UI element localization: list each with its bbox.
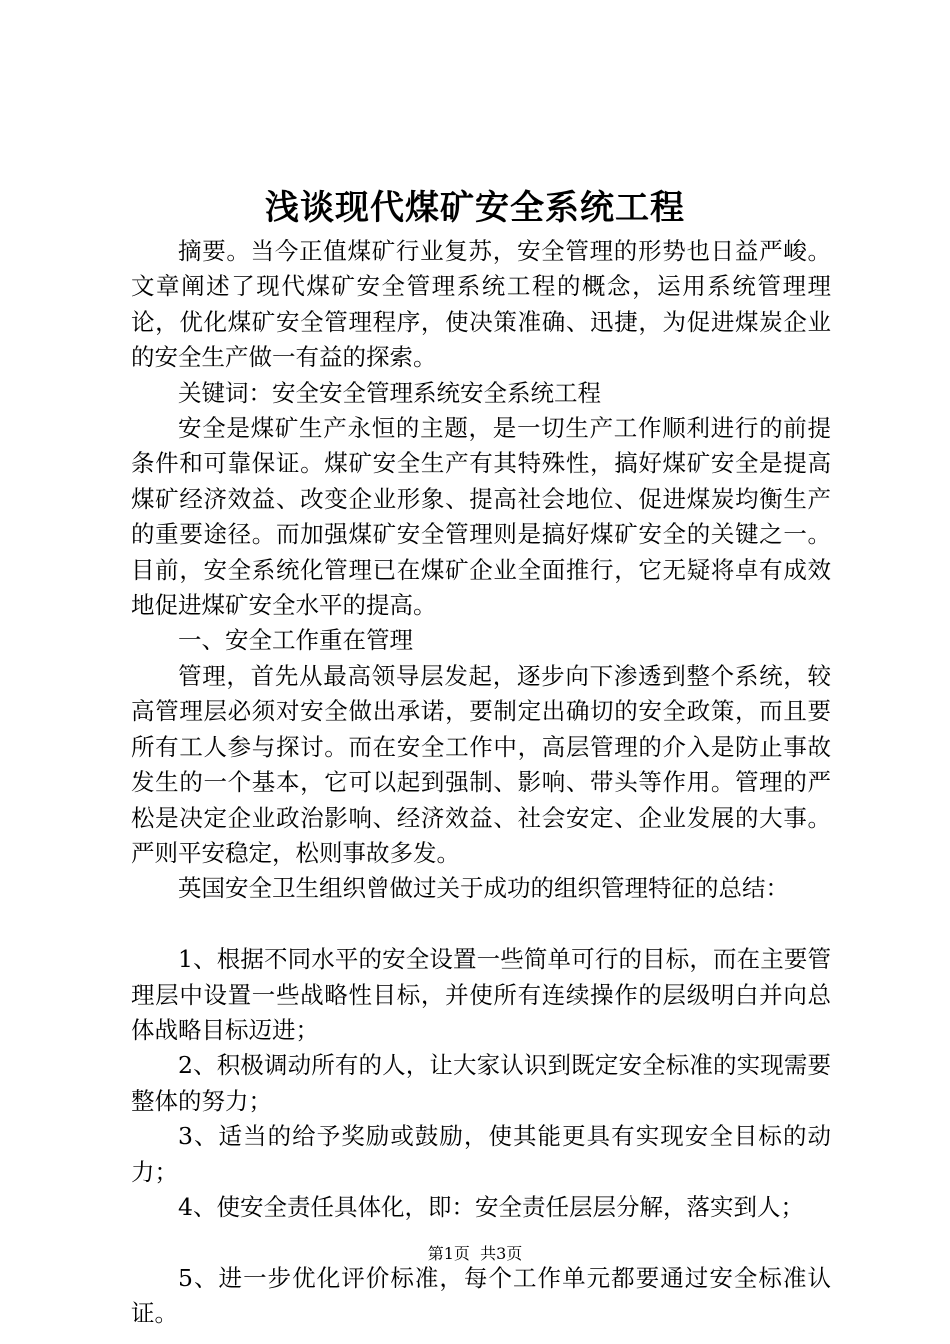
page-total: 共3页	[480, 1244, 523, 1263]
list-item-2: 2、积极调动所有的人，让大家认识到既定安全标准的实现需要整体的努力；	[131, 1051, 831, 1115]
page-number: 第1页	[427, 1244, 470, 1263]
summary-intro-paragraph: 英国安全卫生组织曾做过关于成功的组织管理特征的总结：	[178, 874, 789, 903]
list-item-4: 4、使安全责任具体化，即：安全责任层层分解，落实到人；	[178, 1192, 804, 1221]
document-title: 浅谈现代煤矿安全系统工程	[265, 188, 685, 228]
document-body	[131, 234, 831, 1332]
list-item-1: 1、根据不同水平的安全设置一些简单可行的目标，而在主要管理层中设置一些战略性目标，并使所有连续操作的层级明白并向总体战略目标迈进；	[131, 945, 831, 1044]
list-item-3: 3、适当的给予奖励或鼓励，使其能更具有实现安全目标的动力；	[131, 1122, 831, 1186]
blank-line	[131, 907, 831, 942]
list-item-5: 5、进一步优化评价标准，每个工作单元都要通过安全标准认证。	[131, 1263, 831, 1328]
section-heading: 一、安全工作重在管理	[178, 626, 413, 655]
intro-paragraph: 安全是煤矿生产永恒的主题，是一切生产工作顺利进行的前提条件和可靠保证。煤矿安全生产有其特殊性，搞好煤矿安全是提高煤矿经济效益、改变企业形象、提高社会地位、促进煤炭均衡生产的重要途径。而加强煤矿安全管理则是搞好煤矿安全的关键之一。目前，安全系统化管理已在煤矿企业全面推行，它无疑将卓有成效地促进煤矿安全水平的提高。	[131, 414, 831, 620]
keywords-paragraph: 关键词：安全安全管理系统安全系统工程	[178, 378, 601, 407]
management-paragraph: 管理，首先从最高领导层发起，逐步向下渗透到整个系统，较高管理层必须对安全做出承诺，要制定出确切的安全政策，而且要所有工人参与探讨。而在安全工作中，高层管理的介入是防止事故发生的一个基本，它可以起到强制、影响、带头等作用。管理的严松是决定企业政治影响、经济效益、社会安定、企业发展的大事。严则平安稳定，松则事故多发。	[131, 661, 831, 867]
abstract-paragraph: 摘要。当今正值煤矿行业复苏，安全管理的形势也日益严峻。文章阐述了现代煤矿安全管理系统工程的概念，运用系统管理理论，优化煤矿安全管理程序，使决策准确、迅捷，为促进煤炭企业的安全生产做一有益的探索。	[131, 237, 831, 372]
page-footer	[0, 1242, 950, 1266]
